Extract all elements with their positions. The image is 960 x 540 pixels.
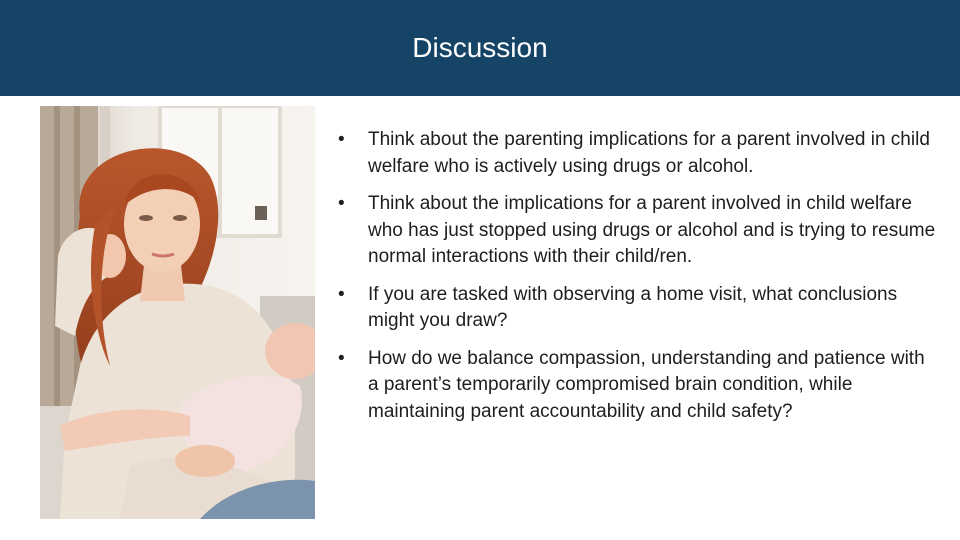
bullet-icon: • [338, 129, 345, 150]
mother-holding-baby-photo [40, 106, 315, 519]
title-bar [0, 0, 960, 96]
list-item-text: Think about the implications for a parent involved in child welfare who has just stopped using drugs or alcohol and is trying to resume normal interactions with their child/ren. [368, 193, 936, 267]
list-item [338, 191, 938, 271]
bullet-icon: • [338, 193, 345, 214]
list-item-text: Think about the parenting implications for a parent involved in child welfare who is actively using drugs or alcohol. [368, 129, 930, 177]
list-item-text: If you are tasked with observing a home visit, what conclusions might you draw? [368, 283, 898, 331]
slide-title: Discussion [412, 32, 548, 63]
bullet-icon: • [338, 347, 345, 369]
discussion-questions-list [338, 127, 938, 436]
list-item [338, 127, 938, 180]
list-item [338, 346, 938, 426]
list-item [338, 282, 938, 335]
bullet-icon: • [338, 283, 345, 305]
list-item-text: How do we balance compassion, understanding and patience with a parent’s temporarily compromised brain condition, while maintaining parent accountability and child safety? [368, 347, 925, 422]
